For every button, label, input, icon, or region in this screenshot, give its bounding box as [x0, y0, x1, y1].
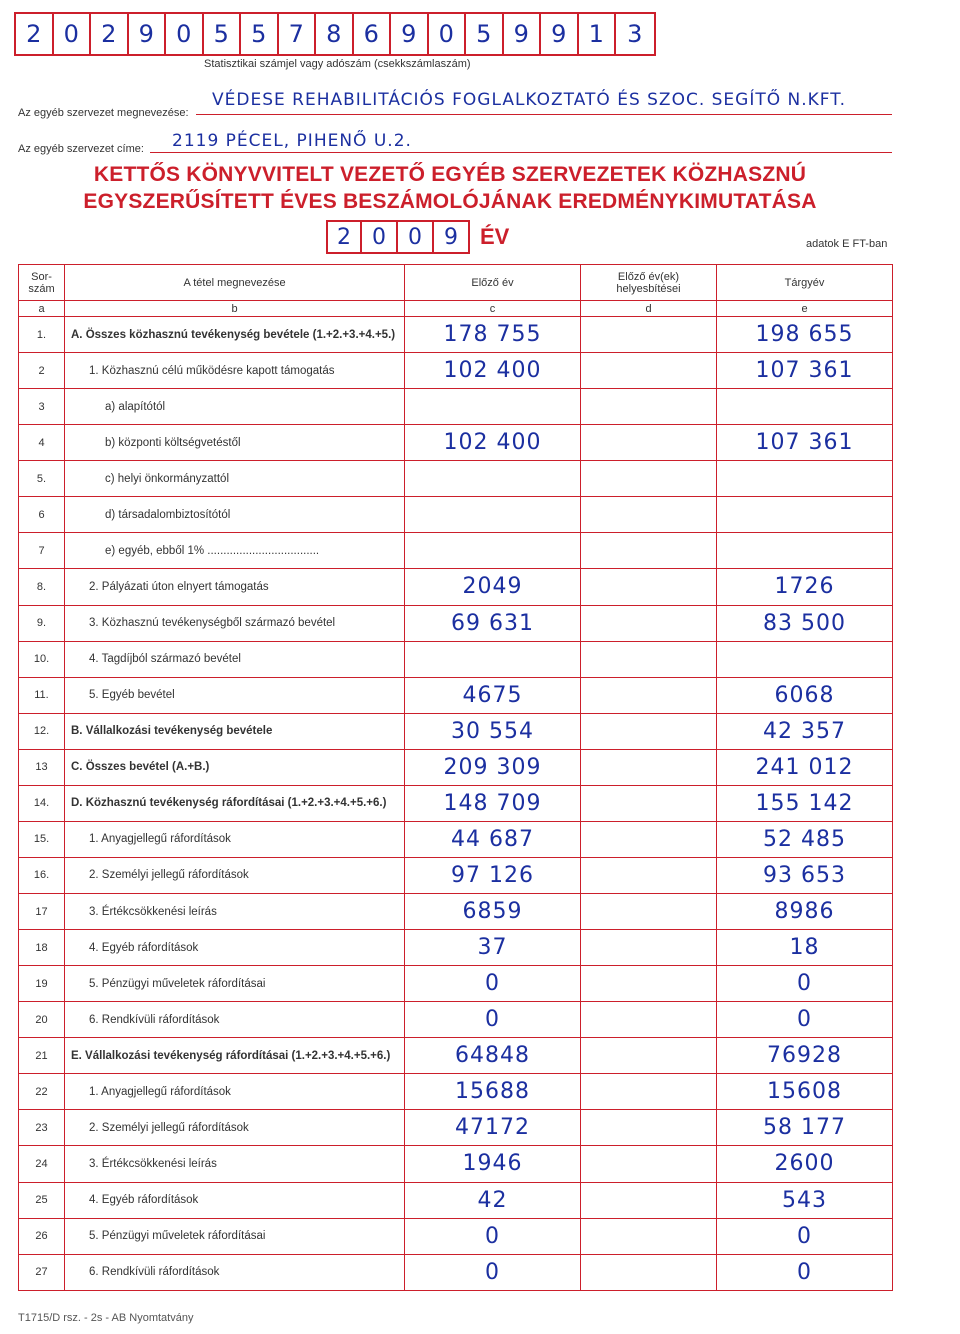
table-row — [19, 425, 893, 461]
row-number: 13 — [19, 749, 65, 785]
units-note: adatok E FT-ban — [806, 238, 888, 250]
row-number: 12. — [19, 713, 65, 749]
current-year-value: 83 500 — [717, 605, 893, 641]
row-number: 10. — [19, 641, 65, 677]
row-label: C. Összes bevétel (A.+B.) — [65, 749, 405, 785]
table-row — [19, 605, 893, 641]
correction-value — [581, 1254, 717, 1290]
prev-year-value: 1946 — [405, 1146, 581, 1182]
table-row — [19, 713, 893, 749]
table-row — [19, 461, 893, 497]
form-title-line1: KETTŐS KÖNYVVITELT VEZETŐ EGYÉB SZERVEZETEK KÖZHASZNÚ — [93, 163, 807, 186]
table-row — [19, 677, 893, 713]
row-number: 19 — [19, 966, 65, 1002]
year-digit-box: 2 — [326, 220, 362, 254]
stat-digit-box: 0 — [54, 14, 92, 54]
row-number: 11. — [19, 677, 65, 713]
row-label: 3. Értékcsökkenési leírás — [65, 894, 405, 930]
table-row — [19, 749, 893, 785]
col-letter-d: d — [581, 301, 717, 317]
correction-value — [581, 389, 717, 425]
col-header-b: A tétel megnevezése — [65, 265, 405, 301]
row-label: 2. Személyi jellegű ráfordítások — [65, 857, 405, 893]
current-year-value: 15608 — [717, 1074, 893, 1110]
prev-year-value: 30 554 — [405, 713, 581, 749]
correction-value — [581, 425, 717, 461]
row-number: 3 — [19, 389, 65, 425]
table-row — [19, 1002, 893, 1038]
stat-digit-box: 8 — [316, 14, 354, 54]
row-number: 27 — [19, 1254, 65, 1290]
statistical-number-boxes — [14, 12, 656, 56]
prev-year-value — [405, 461, 581, 497]
correction-value — [581, 677, 717, 713]
correction-value — [581, 641, 717, 677]
org-name-underline — [196, 114, 892, 115]
correction-value — [581, 857, 717, 893]
stat-digit-box: 6 — [354, 14, 392, 54]
prev-year-value: 6859 — [405, 894, 581, 930]
row-number: 20 — [19, 1002, 65, 1038]
prev-year-value: 178 755 — [405, 317, 581, 353]
year-boxes — [326, 220, 470, 254]
correction-value — [581, 966, 717, 1002]
table-row — [19, 1038, 893, 1074]
correction-value — [581, 1218, 717, 1254]
prev-year-value — [405, 497, 581, 533]
stat-digit-box: 9 — [541, 14, 579, 54]
current-year-value: 0 — [717, 1254, 893, 1290]
row-label: 6. Rendkívüli ráfordítások — [65, 1254, 405, 1290]
stat-digit-box: 7 — [279, 14, 317, 54]
org-name-value: VÉDESE REHABILITÁCIÓS FOGLALKOZTATÓ ÉS SZOC. SEGÍTŐ N.KFT. — [212, 90, 847, 110]
table-row — [19, 1146, 893, 1182]
col-letter-c: c — [405, 301, 581, 317]
current-year-value: 198 655 — [717, 317, 893, 353]
prev-year-value — [405, 533, 581, 569]
stat-digit-box: 5 — [204, 14, 242, 54]
stat-digit-box: 3 — [627, 20, 643, 48]
correction-value — [581, 821, 717, 857]
row-label: 1. Anyagjellegű ráfordítások — [65, 821, 405, 857]
row-number: 14. — [19, 785, 65, 821]
year-digit-box: 9 — [434, 220, 470, 254]
current-year-value: 93 653 — [717, 857, 893, 893]
row-label: 1. Közhasznú célú működésre kapott támogatás — [65, 353, 405, 389]
org-name-label: Az egyéb szervezet megnevezése: — [18, 107, 189, 119]
stat-digit-box: 2 — [91, 14, 129, 54]
correction-value — [581, 749, 717, 785]
correction-value — [581, 605, 717, 641]
row-label: 4. Egyéb ráfordítások — [65, 930, 405, 966]
correction-value — [581, 1110, 717, 1146]
table-row — [19, 569, 893, 605]
table-row — [19, 353, 893, 389]
row-number: 1. — [19, 317, 65, 353]
current-year-value: 241 012 — [717, 749, 893, 785]
row-number: 9. — [19, 605, 65, 641]
prev-year-value: 0 — [405, 1218, 581, 1254]
table-row — [19, 317, 893, 353]
correction-value — [581, 1002, 717, 1038]
year-digit-box: 0 — [398, 220, 434, 254]
correction-value — [581, 713, 717, 749]
stat-digit-box: 2 — [16, 14, 54, 54]
prev-year-value: 102 400 — [405, 425, 581, 461]
row-number: 21 — [19, 1038, 65, 1074]
current-year-value: 58 177 — [717, 1110, 893, 1146]
row-label: 4. Tagdíjból származó bevétel — [65, 641, 405, 677]
year-label: ÉV — [480, 224, 510, 249]
row-number: 18 — [19, 930, 65, 966]
row-number: 7 — [19, 533, 65, 569]
prev-year-value: 64848 — [405, 1038, 581, 1074]
current-year-value: 1726 — [717, 569, 893, 605]
prev-year-value: 37 — [405, 930, 581, 966]
col-header-d: Előző év(ek) helyesbítései — [581, 265, 717, 301]
table-row — [19, 821, 893, 857]
correction-value — [581, 894, 717, 930]
table-row — [19, 785, 893, 821]
row-label: 1. Anyagjellegű ráfordítások — [65, 1074, 405, 1110]
year-field — [326, 220, 509, 254]
prev-year-value: 15688 — [405, 1074, 581, 1110]
prev-year-value: 97 126 — [405, 857, 581, 893]
correction-value — [581, 1182, 717, 1218]
stat-digit-box: 9 — [504, 14, 542, 54]
prev-year-value: 69 631 — [405, 605, 581, 641]
col-header-e: Tárgyév — [717, 265, 893, 301]
current-year-value: 76928 — [717, 1038, 893, 1074]
current-year-value: 2600 — [717, 1146, 893, 1182]
prev-year-value — [405, 389, 581, 425]
table-row — [19, 857, 893, 893]
row-label: 3. Értékcsökkenési leírás — [65, 1146, 405, 1182]
correction-value — [581, 785, 717, 821]
current-year-value: 8986 — [717, 894, 893, 930]
prev-year-value: 148 709 — [405, 785, 581, 821]
table-header-row — [19, 265, 893, 301]
row-label: c) helyi önkormányzattól — [65, 461, 405, 497]
current-year-value: 0 — [717, 1218, 893, 1254]
table-row — [19, 894, 893, 930]
row-number: 4 — [19, 425, 65, 461]
current-year-value — [717, 533, 893, 569]
org-address-underline — [150, 152, 892, 153]
stat-digit-box: 0 — [166, 14, 204, 54]
table-row — [19, 966, 893, 1002]
stat-digit-box: 9 — [391, 14, 429, 54]
correction-value — [581, 353, 717, 389]
correction-value — [581, 1038, 717, 1074]
row-label: 6. Rendkívüli ráfordítások — [65, 1002, 405, 1038]
current-year-value — [717, 461, 893, 497]
row-label: E. Vállalkozási tevékenység ráfordításai (1.+2.+3.+4.+5.+6.) — [65, 1038, 405, 1074]
form-footer-code: T1715/D rsz. - 2s - AB Nyomtatvány — [18, 1312, 194, 1324]
col-letter-a: a — [19, 301, 65, 317]
current-year-value: 0 — [717, 1002, 893, 1038]
col-header-a: Sor-szám — [19, 265, 65, 301]
correction-value — [581, 497, 717, 533]
row-label: 5. Pénzügyi műveletek ráfordításai — [65, 1218, 405, 1254]
row-label: d) társadalombiztosítótól — [65, 497, 405, 533]
current-year-value — [717, 641, 893, 677]
row-number: 26 — [19, 1218, 65, 1254]
prev-year-value: 0 — [405, 1002, 581, 1038]
row-label: b) központi költségvetéstől — [65, 425, 405, 461]
current-year-value: 0 — [717, 966, 893, 1002]
table-row — [19, 389, 893, 425]
correction-value — [581, 317, 717, 353]
correction-value — [581, 569, 717, 605]
row-label: 5. Egyéb bevétel — [65, 677, 405, 713]
row-label: D. Közhasznú tevékenység ráfordításai (1.+2.+3.+4.+5.+6.) — [65, 785, 405, 821]
table-row — [19, 1254, 893, 1290]
current-year-value — [717, 389, 893, 425]
prev-year-value: 0 — [405, 966, 581, 1002]
row-number: 17 — [19, 894, 65, 930]
correction-value — [581, 1146, 717, 1182]
prev-year-value: 0 — [405, 1254, 581, 1290]
prev-year-value: 47172 — [405, 1110, 581, 1146]
row-label: 4. Egyéb ráfordítások — [65, 1182, 405, 1218]
current-year-value: 543 — [717, 1182, 893, 1218]
row-number: 2 — [19, 353, 65, 389]
correction-value — [581, 533, 717, 569]
row-number: 16. — [19, 857, 65, 893]
col-header-c: Előző év — [405, 265, 581, 301]
stat-digit-box: 9 — [129, 14, 167, 54]
row-label: e) egyéb, ebből 1% ................................... — [65, 533, 405, 569]
row-label: A. Összes közhasznú tevékenység bevétele (1.+2.+3.+4.+5.) — [65, 317, 405, 353]
prev-year-value: 4675 — [405, 677, 581, 713]
current-year-value: 155 142 — [717, 785, 893, 821]
table-row — [19, 641, 893, 677]
row-number: 6 — [19, 497, 65, 533]
prev-year-value: 2049 — [405, 569, 581, 605]
prev-year-value: 44 687 — [405, 821, 581, 857]
prev-year-value: 209 309 — [405, 749, 581, 785]
row-number: 5. — [19, 461, 65, 497]
row-number: 23 — [19, 1110, 65, 1146]
row-number: 22 — [19, 1074, 65, 1110]
prev-year-value: 42 — [405, 1182, 581, 1218]
row-label: 2. Pályázati úton elnyert támogatás — [65, 569, 405, 605]
row-label: B. Vállalkozási tevékenység bevétele — [65, 713, 405, 749]
col-letter-e: e — [717, 301, 893, 317]
column-letter-row — [19, 301, 893, 317]
correction-value — [581, 461, 717, 497]
current-year-value: 6068 — [717, 677, 893, 713]
table-row — [19, 497, 893, 533]
year-digit-box: 0 — [362, 220, 398, 254]
current-year-value: 107 361 — [717, 425, 893, 461]
table-row — [19, 1182, 893, 1218]
stat-digit-box: 1 — [579, 14, 617, 54]
stat-digit-box: 5 — [241, 14, 279, 54]
table-row — [19, 930, 893, 966]
income-statement-table — [18, 264, 893, 1291]
statistical-number-caption: Statisztikai számjel vagy adószám (csekkszámlaszám) — [204, 58, 471, 70]
correction-value — [581, 930, 717, 966]
current-year-value — [717, 497, 893, 533]
current-year-value: 107 361 — [717, 353, 893, 389]
current-year-value: 52 485 — [717, 821, 893, 857]
table-row — [19, 1218, 893, 1254]
table-row — [19, 1110, 893, 1146]
org-address-label: Az egyéb szervezet címe: — [18, 143, 144, 155]
row-label: a) alapítótól — [65, 389, 405, 425]
stat-digit-box: 5 — [466, 14, 504, 54]
col-letter-b: b — [65, 301, 405, 317]
prev-year-value — [405, 641, 581, 677]
row-number: 8. — [19, 569, 65, 605]
stat-digit-box: 0 — [429, 14, 467, 54]
row-number: 15. — [19, 821, 65, 857]
current-year-value: 42 357 — [717, 713, 893, 749]
correction-value — [581, 1074, 717, 1110]
table-row — [19, 533, 893, 569]
row-label: 2. Személyi jellegű ráfordítások — [65, 1110, 405, 1146]
org-address-value: 2119 PÉCEL, PIHENŐ U.2. — [172, 131, 412, 151]
prev-year-value: 102 400 — [405, 353, 581, 389]
row-label: 3. Közhasznú tevékenységből származó bevétel — [65, 605, 405, 641]
row-number: 25 — [19, 1182, 65, 1218]
form-title-line2: EGYSZERŰSÍTETT ÉVES BESZÁMOLÓJÁNAK EREDMÉNYKIMUTATÁSA — [83, 190, 817, 213]
row-label: 5. Pénzügyi műveletek ráfordításai — [65, 966, 405, 1002]
current-year-value: 18 — [717, 930, 893, 966]
row-number: 24 — [19, 1146, 65, 1182]
table-row — [19, 1074, 893, 1110]
